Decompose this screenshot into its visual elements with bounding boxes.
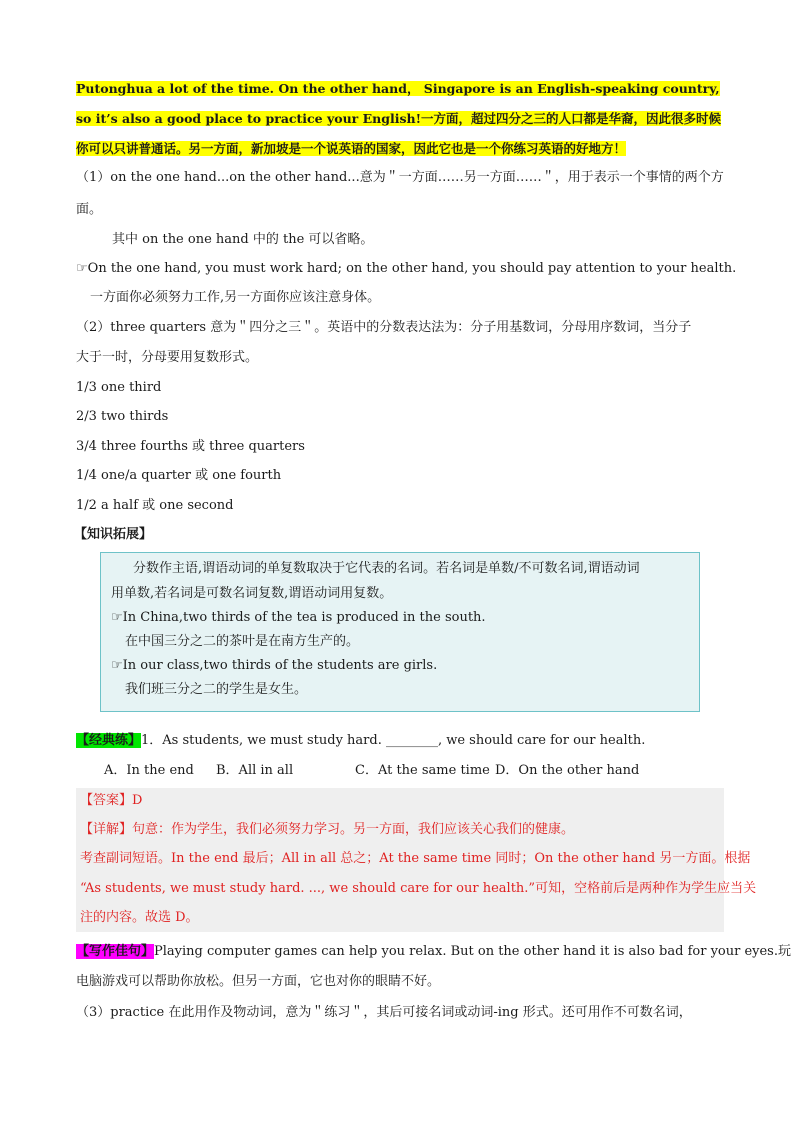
highlighted-text: Putonghua a lot of the time. On the other hand， Singapore is an English-speaking country, so it’s also a good place to practice your English!一方面，超过四分之三的人口都是华裔，因此很多时候你可以只讲普通话。另一方面，新加坡是一个说英语的国家，因此它也是一个你练习英语的好地方！ <box>76 81 722 156</box>
fraction-line: 2/3 two thirds <box>76 409 169 424</box>
note1-example-zh: 一方面你必须努力工作,另一方面你应该注意身体。 <box>90 290 381 305</box>
box-example2-en: ☞In our class,two thirds of the students are girls. <box>111 658 438 673</box>
pointing-hand-icon: ☞ <box>111 610 123 625</box>
box-line2: 用单数,若名词是可数名词复数,谓语动词用复数。 <box>111 586 393 601</box>
exercise-tag: 【经典练】 <box>76 733 142 748</box>
fraction-line: 3/4 three fourths 或 three quarters <box>76 439 305 454</box>
note1-example-en: ☞On the one hand, you must work hard; on the other hand, you should pay attention to your health. <box>76 261 737 276</box>
note1-line1: （1）on the one hand...on the other hand...意为＂一方面……另一方面……＂，用于表示一个事情的两个方 <box>76 170 724 185</box>
note1-line3: 其中 on the one hand 中的 the 可以省略。 <box>112 232 374 247</box>
writing-tag: 【写作佳句】 <box>76 944 155 959</box>
exercise-question: 【经典练】1．As students, we must study hard. ________, we should care for our health. <box>76 733 646 748</box>
box-example2-zh: 我们班三分之二的学生是女生。 <box>125 682 308 697</box>
fraction-line: 1/2 a half 或 one second <box>76 498 234 513</box>
option-a: A．In the end <box>104 763 194 778</box>
box-example1-zh: 在中国三分之二的茶叶是在南方生产的。 <box>125 634 360 649</box>
knowledge-box <box>100 552 700 712</box>
pointing-hand-icon: ☞ <box>111 658 123 673</box>
pointing-hand-icon: ☞ <box>76 261 88 276</box>
note3-line1: （3）practice 在此用作及物动词，意为＂练习＂，其后可接名词或动词-ing 形式。还可用作不可数名词， <box>76 1005 692 1020</box>
explanation-line: “As students, we must study hard. ..., we should care for our health.”可知，空格前后是两种作为学生应当关 <box>80 881 757 896</box>
option-d: D．On the other hand <box>495 763 640 778</box>
note2-line1: （2）three quarters 意为＂四分之三＂。英语中的分数表达法为：分子用基数词，分母用序数词，当分子 <box>76 320 692 335</box>
fraction-line: 1/4 one/a quarter 或 one fourth <box>76 468 282 483</box>
option-c: C．At the same time <box>355 763 490 778</box>
fraction-line: 1/3 one third <box>76 380 162 395</box>
extension-title: 【知识拓展】 <box>74 527 153 542</box>
writing-line2: 电脑游戏可以帮助你放松。但另一方面，它也对你的眼睛不好。 <box>76 974 441 989</box>
writing-line1: 【写作佳句】Playing computer games can help you relax. But on the other hand it is also bad for your eyes.玩 <box>76 944 791 959</box>
highlighted-paragraph <box>76 74 724 164</box>
explanation-line: 考查副词短语。In the end 最后；All in all 总之；At the same time 同时；On the other hand 另一方面。根据 <box>80 851 751 866</box>
explanation-line: 注的内容。故选 D。 <box>80 910 199 925</box>
box-example1-en: ☞In China,two thirds of the tea is produced in the south. <box>111 610 486 625</box>
answer-block <box>76 788 757 932</box>
note1-line2: 面。 <box>76 202 103 217</box>
explanation-line: 【详解】句意：作为学生，我们必须努力学习。另一方面，我们应该关心我们的健康。 <box>80 822 575 837</box>
box-line1: 分数作主语,谓语动词的单复数取决于它代表的名词。若名词是单数/不可数名词,谓语动词 <box>133 561 640 576</box>
answer-line: 【答案】D <box>80 793 143 808</box>
option-b: B．All in all <box>216 763 294 778</box>
note2-line2: 大于一时，分母要用复数形式。 <box>76 350 259 365</box>
